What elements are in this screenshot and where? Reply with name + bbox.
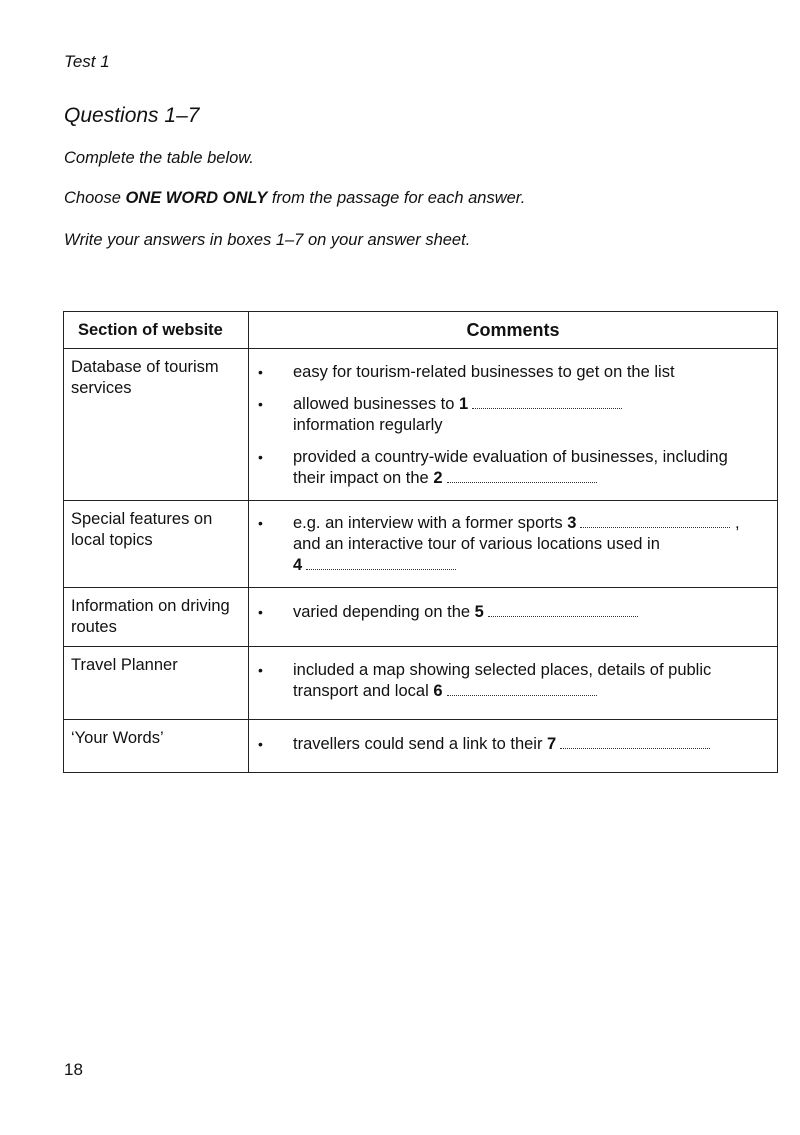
table-row	[64, 349, 778, 501]
comments-cell	[249, 501, 778, 588]
comment-text: travellers could send a link to their	[293, 735, 548, 753]
comment-text: included a map showing selected places, details of public transport and local	[293, 661, 712, 700]
bullet-icon: •	[258, 736, 263, 752]
instruction-text: from the passage for each answer.	[267, 189, 526, 207]
instruction-emphasis: ONE WORD ONLY	[125, 189, 268, 207]
answer-gap[interactable]	[472, 394, 622, 409]
section-cell: Travel Planner	[64, 647, 249, 720]
instruction-line-2	[64, 189, 525, 208]
list-item	[249, 660, 777, 702]
answer-gap[interactable]	[488, 602, 638, 617]
answer-gap[interactable]	[306, 555, 456, 570]
comment-text: information regularly	[293, 416, 443, 434]
comments-cell	[249, 647, 778, 720]
section-cell: Information on driving routes	[64, 588, 249, 647]
instruction-line-1: Complete the table below.	[64, 149, 254, 167]
comment-text: varied depending on the	[293, 603, 475, 621]
comment-text: , and an interactive tour of various locations used in	[293, 514, 740, 553]
page-number: 18	[64, 1060, 83, 1079]
list-item	[249, 394, 777, 436]
bullet-icon: •	[258, 449, 263, 465]
table-row	[64, 501, 778, 588]
question-number: 1	[459, 395, 469, 413]
list-item	[249, 447, 777, 489]
question-number: 5	[474, 603, 484, 621]
list-item	[249, 734, 777, 755]
table-row	[64, 588, 778, 647]
question-number: 6	[433, 682, 443, 700]
answer-gap[interactable]	[447, 681, 597, 696]
header-comments: Comments	[249, 312, 778, 349]
comments-cell	[249, 349, 778, 501]
answer-gap[interactable]	[560, 734, 710, 749]
question-number: 3	[567, 514, 577, 532]
answer-gap[interactable]	[580, 513, 730, 528]
section-cell: Special features on local topics	[64, 501, 249, 588]
list-item	[249, 602, 777, 623]
instruction-line-3: Write your answers in boxes 1–7 on your answer sheet.	[64, 231, 471, 249]
section-cell: Database of tourism services	[64, 349, 249, 501]
header-section: Section of website	[64, 312, 249, 349]
question-number: 7	[547, 735, 557, 753]
table-row	[64, 647, 778, 720]
answer-gap[interactable]	[447, 468, 597, 483]
list-item	[249, 362, 777, 383]
bullet-icon: •	[258, 662, 263, 678]
section-cell: ‘Your Words’	[64, 720, 249, 773]
bullet-icon: •	[258, 396, 263, 412]
instruction-text: Choose	[64, 189, 126, 207]
comment-text: allowed businesses to	[293, 395, 460, 413]
bullet-icon: •	[258, 364, 263, 380]
comment-text: provided a country-wide evaluation of businesses, including their impact on the	[293, 448, 728, 487]
table-header-row	[64, 312, 778, 349]
comment-text: easy for tourism-related businesses to get on the list	[293, 363, 675, 381]
question-number: 4	[293, 556, 303, 574]
comments-cell	[249, 588, 778, 647]
list-item	[249, 513, 777, 576]
questions-title: Questions 1–7	[64, 104, 200, 127]
test-label: Test 1	[64, 52, 110, 71]
completion-table	[63, 311, 778, 773]
bullet-icon: •	[258, 604, 263, 620]
bullet-icon: •	[258, 515, 263, 531]
comments-cell	[249, 720, 778, 773]
question-number: 2	[433, 469, 443, 487]
comment-text: e.g. an interview with a former sports	[293, 514, 568, 532]
table-row	[64, 720, 778, 773]
